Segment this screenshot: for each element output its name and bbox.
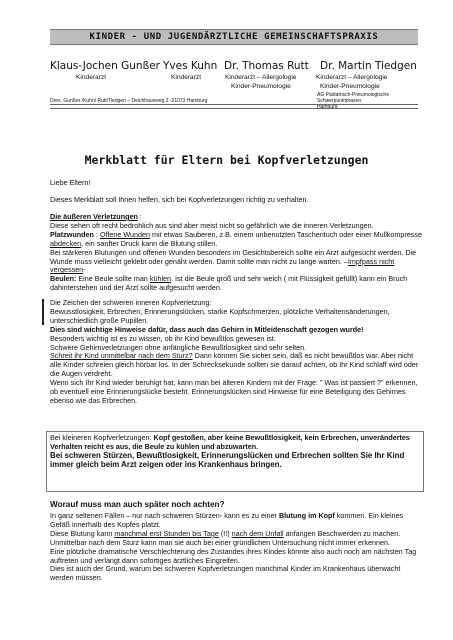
outer-injuries-heading: Die äußeren Verletzungen bbox=[50, 212, 138, 221]
later-heading: Worauf muss man auch später noch achten? bbox=[50, 500, 225, 509]
severe-warning: Bei schweren Stürzen, Bewußtlosigkeit, Erinnerungslücken und Erbrechen sollten Sie Ihr Kind immer gleich beim Arzt zeigen oder ins Krankenhaus bringen. bbox=[50, 450, 405, 469]
brain-warning: Dies sind wichtige Hinweise dafür, dass auch das Gehirn in Mitleidenschaft gezogen wurde! bbox=[50, 324, 364, 334]
outer-injuries-section: Die äußeren Verletzungen : Diese sehen oft recht bedrohlich aus sind aber meist nicht so gefährlich wie die inneren Verletzungen. Platzwunden : Offene Wunden mit etwas Sauberen, z.B. einem unbenutzten Taschentuch oder einer Mullkompresse abdecken, ein sanfter Druck kann die Blutung stillen. Bei stärkeren Blutungen und offenen Wunden besonders im Gesichtsbereich sollte ein Arzt aufgesucht werden. Die Wunde muss vielleicht geklebt oder genäht werden. Damit sollte man nicht zu lange warten. –Impfpass nicht vergessen- Beulen: Eine Beule sollte man kühlen. Ist die Beule groß und sehr weich ( mit Flüssigkeit gefüllt) kann ein Bruch dahinterstehen und der Arzt sollte aufgesucht werden. bbox=[50, 212, 422, 293]
ag-affiliation: AG Pädiatrisch-Pneumologische Schwerpunktpraxen Hamburg bbox=[317, 92, 389, 111]
margin-bar bbox=[42, 299, 44, 325]
doctor-specialty-rutt: Kinderarzt – Allergologie Kinder-Pneumologie bbox=[225, 74, 297, 90]
doctor-name-kuhn: Yves Kuhn bbox=[163, 60, 218, 72]
intro-text: Dieses Merkblatt soll Ihnen helfen, sich bei Kopfverletzungen richtig zu verhalten. bbox=[50, 195, 309, 204]
greeting: Liebe Eltern! bbox=[50, 178, 91, 187]
practice-banner: KINDER - UND JUGENDÄRZTLICHE GEMEINSCHAFTSPRAXIS bbox=[50, 29, 418, 45]
inner-injuries-section: Die Zeichen der schweren inneren Kopfverletzung: Bewusstlosigkeit, Erbrechen, Erinnerungslücken, starke Kopfschmerzen, plötzliche Verhaltensänderungen, unterschiedlich große Pupillen. Dies sind wichtige Hinweise dafür, dass auch das Gehirn in Mitleidenschaft gezogen wurde! Besonders wichtig ist es zu wissen, ob ihr Kind bewußtlos gewesen ist. Schwere Gehirnverletzungen ohne anfängliche Bewußtlosigkeit sind sehr selten. Schreit ihr Kind unmittelbar nach dem Sturz? Dann können Sie sicher sein, daß es nicht bewußtlos war. Aber nicht alle Kinder schreien gleich hörbar los. In der Schrecksekunde sollten sie darauf achten, ob Ihr Kind schlaff wird oder die Augen verdreht. Wenn sich Ihr Kind wieder beruhigt hat, kann man bei älteren Kindern mit der Frage: " Was ist passiert ?" erkennen, ob eventuell eine Erinnerungslücke besteht. Erinnerungslücken sind Hinweise für eine Beteiligung des Gehirnes ebenso wie das Erbrechen. bbox=[50, 298, 419, 405]
later-section: In ganz seltenen Fällen – nur nach schweren Stürzen- kann es zu einer Blutung im Kopf kommen. Ein kleines Gefäß innerhalb des Kopfes platzt. Diese Blutung kann manchmal erst Stunden bis Tage (!!) nach dem Unfall anfangen Beschwerden zu machen. Unmittelbar nach dem Sturz kann man sie auch bei einer gründlichen Untersuchung nicht immer erkennen. Eine plötzliche dramatische Verschlechterung des Zustandes ihres Kindes könnte also auch noch am nächsten Tag auftreten und verlangt dann sofortiges ärztliches Eingreifen. Dies ist auch der Grund, warum bei schweren Kopfverletzungen manchmal Kinder im Krankenhaus überwacht werden müssen. bbox=[50, 511, 417, 583]
header-divider-2 bbox=[50, 108, 418, 109]
doctor-specialty-tiedgen: Kinderarzt – Allergologie Kinder-Pneumologie bbox=[316, 74, 388, 90]
lacerations-label: Platzwunden bbox=[50, 229, 94, 239]
doctor-specialty-kuhn: Kinderarzt bbox=[171, 74, 202, 81]
vaccination-note: Impfpass nicht vergessen bbox=[50, 256, 395, 275]
bumps-label: Beulen: bbox=[50, 274, 77, 284]
doctor-name-tiedgen: Dr. Martin Tiedgen bbox=[320, 60, 417, 72]
header-divider bbox=[50, 104, 418, 105]
document-title: Merkblatt für Eltern bei Kopfverletzungen bbox=[84, 153, 369, 167]
summary-text: Bei kleineren Kopfverletzungen: Kopf gestoßen, aber keine Bewußtlosigkeit, kein Erbrechen, unverändertes Verhalten reicht es aus, die Beule zu kühlen und abzuwarten. Bei schweren Stürzen, Bewußtlosigkeit, Erinnerungslücken und Erbrechen sollten Sie Ihr Kind immer gleich beim Arzt zeigen oder ins Krankenhaus bringen. bbox=[50, 433, 410, 469]
practice-address: Dres. Gunßer /Kuhn/ Rutt/Tiedgen – Deichhausweg 2 -21073 Hamburg bbox=[50, 98, 208, 104]
doctor-name-gunsser: Klaus-Jochen Gunßer bbox=[50, 60, 160, 72]
doctor-specialty-gunsser: Kinderarzt bbox=[76, 74, 107, 81]
doctor-name-rutt: Dr. Thomas Rutt bbox=[224, 60, 309, 72]
